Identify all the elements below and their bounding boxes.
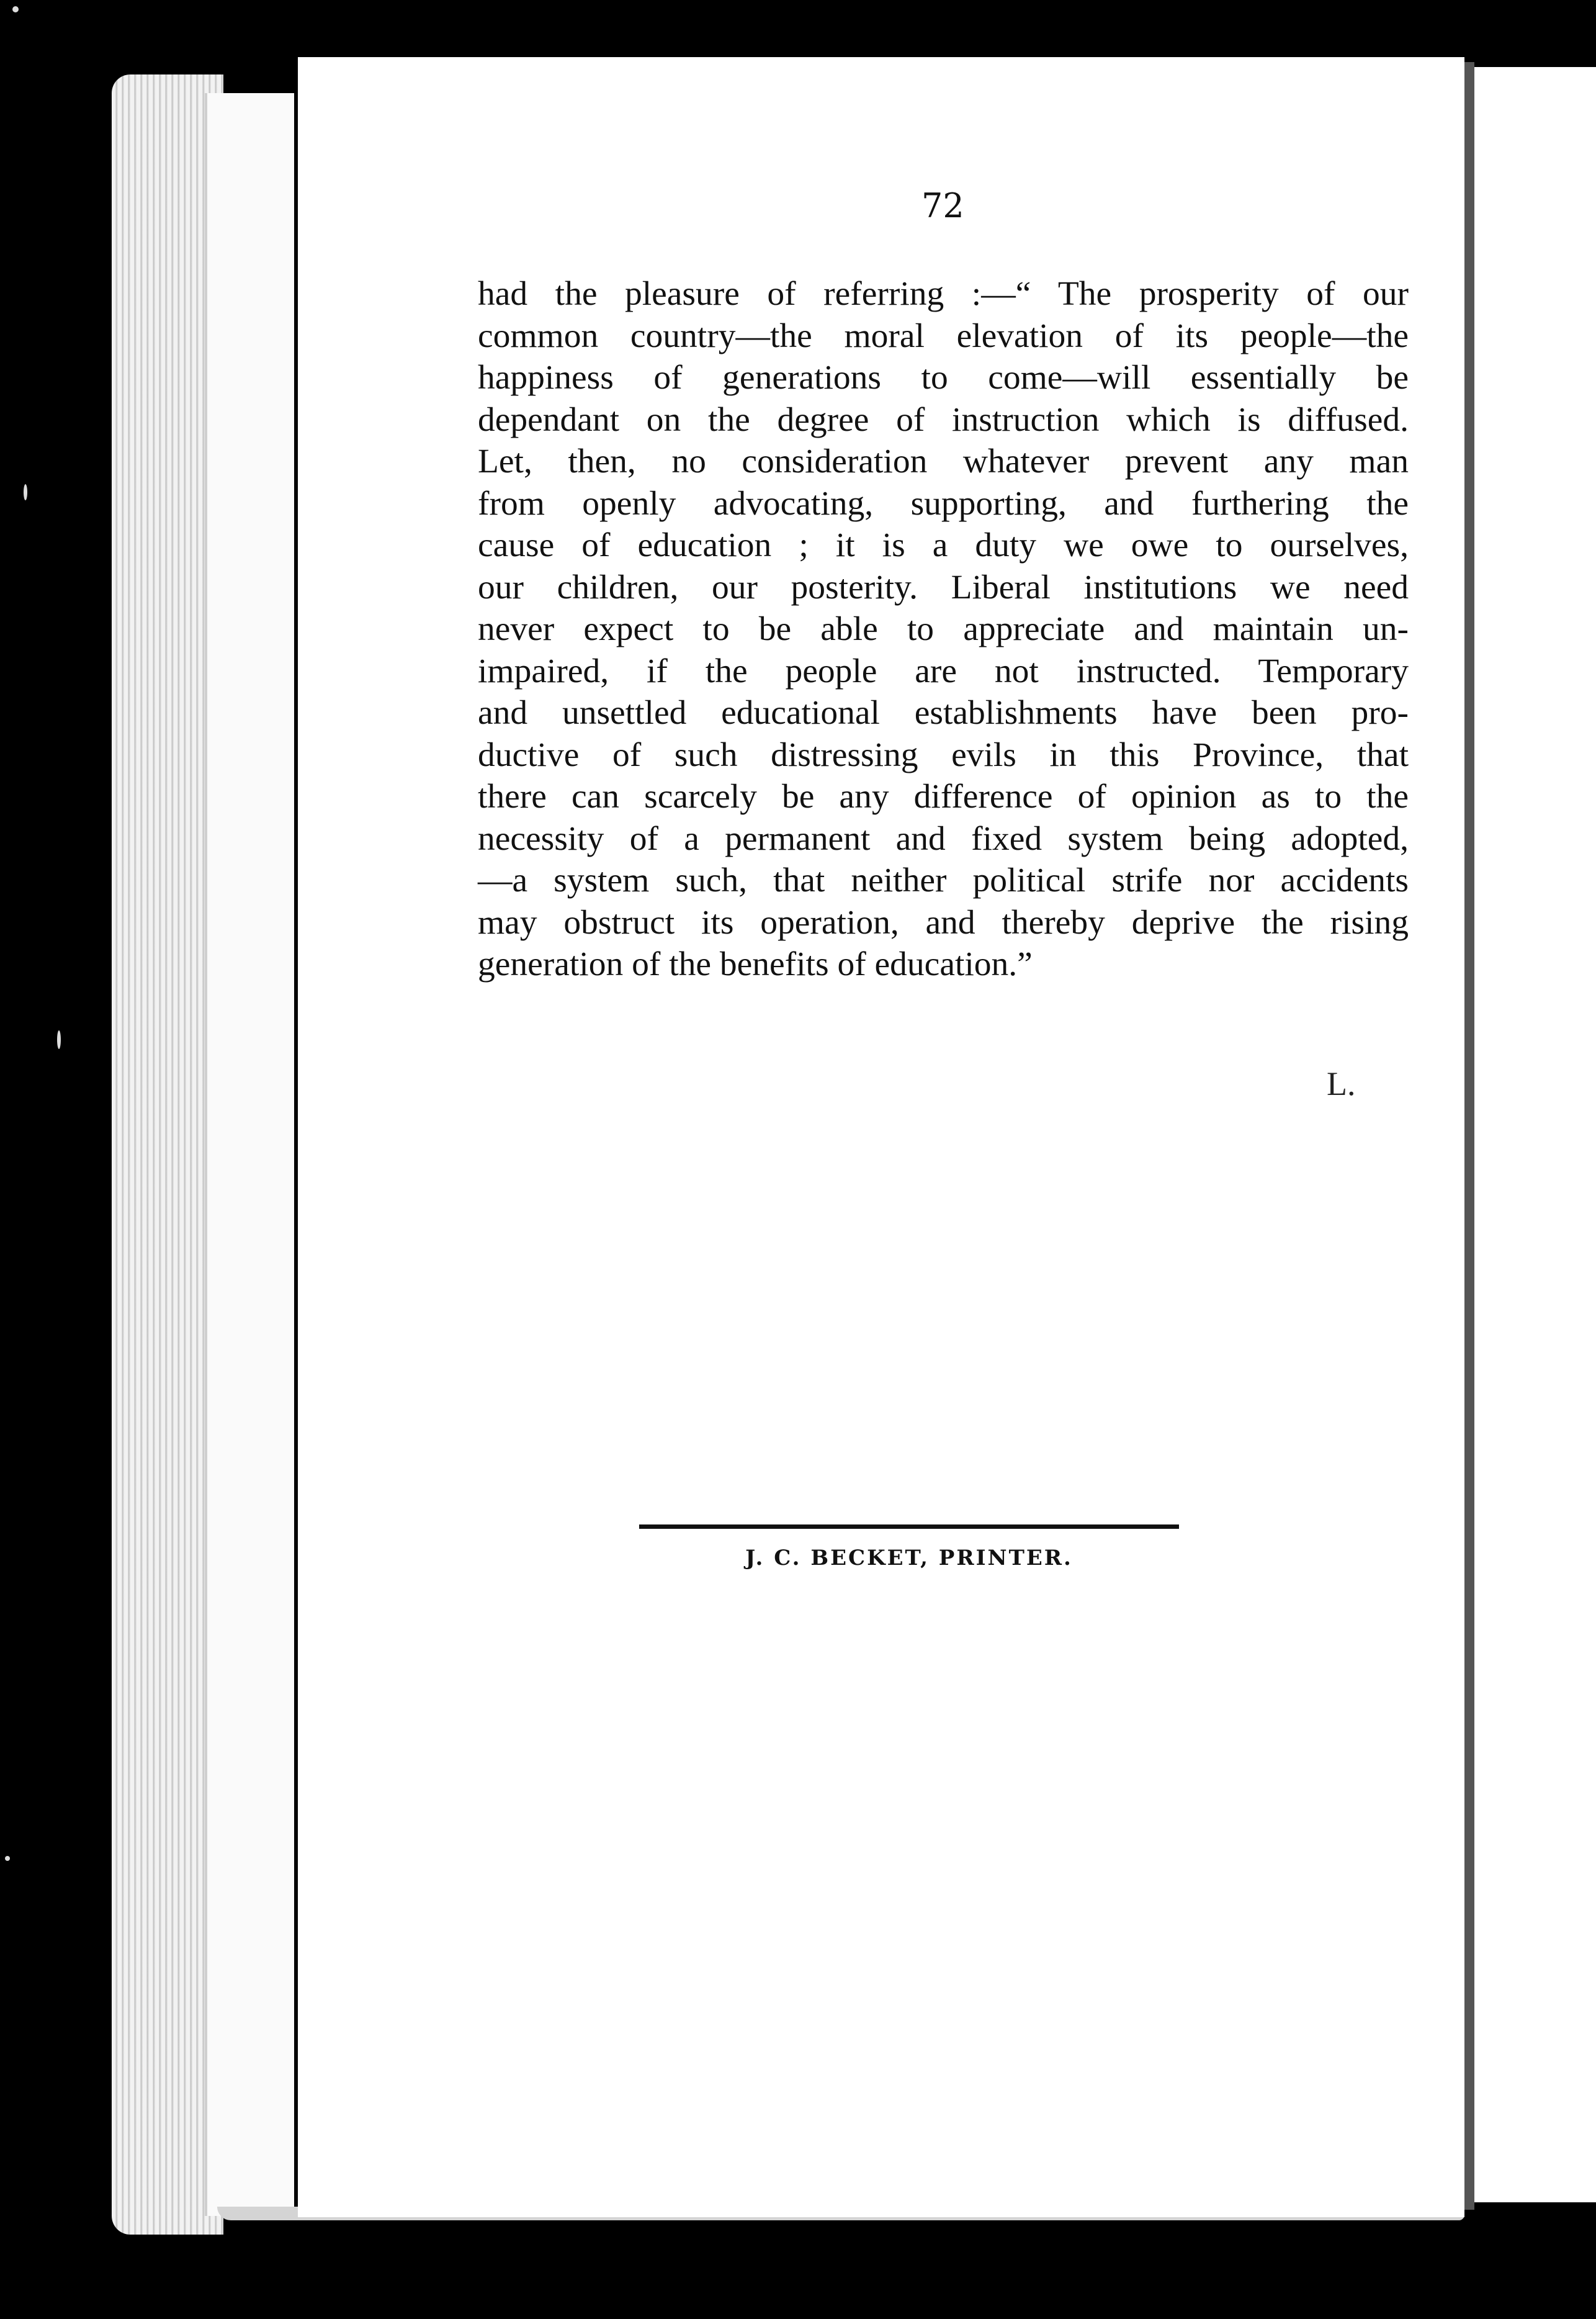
text-line: —a system such, that neither political strife nor accidents	[478, 862, 1409, 899]
facing-page	[1474, 67, 1596, 2202]
text-line: Let, then, no consideration whatever prevent any man	[478, 443, 1409, 480]
text-line: our children, our posterity. Liberal institutions we need	[478, 568, 1409, 606]
text-line: may obstruct its operation, and thereby deprive the rising	[478, 903, 1409, 942]
text-line: from openly advocating, supporting, and furthering the	[478, 484, 1409, 523]
text-line: generation of the benefits of education.”	[478, 945, 1033, 983]
dust-speck	[24, 484, 27, 500]
page-stack-inner-edge	[205, 93, 294, 2216]
dust-speck	[57, 1030, 61, 1049]
text-line: happiness of generations to come—will essentially be	[478, 359, 1409, 397]
dust-speck	[12, 6, 19, 12]
text-line: never expect to be able to appreciate and maintain un-	[478, 610, 1409, 648]
printer-imprint: J. C. BECKET, PRINTER.	[745, 1546, 1073, 1570]
text-line: common country—the moral elevation of its people—the	[478, 317, 1409, 355]
text-line: necessity of a permanent and fixed system being adopted,	[478, 819, 1409, 858]
text-line: impaired, if the people are not instructed. Temporary	[478, 652, 1409, 690]
text-line: had the pleasure of referring :—“ The prosperity of our	[478, 275, 1409, 313]
text-line: cause of education ; it is a duty we owe to ourselves,	[478, 526, 1409, 564]
text-line: ductive of such distressing evils in this Province, that	[478, 736, 1409, 774]
page-number-text: 72	[921, 186, 964, 225]
author-signature: L.	[1327, 1065, 1356, 1102]
dust-speck	[5, 1856, 10, 1861]
body-text	[478, 273, 1409, 986]
printer-rule	[639, 1524, 1179, 1529]
gutter-shadow	[1464, 62, 1474, 2210]
text-line: there can scarcely be any difference of opinion as to the	[478, 778, 1409, 816]
text-line: dependant on the degree of instruction which is diffused.	[478, 400, 1409, 439]
text-line: and unsettled educational establishments have been pro-	[478, 694, 1409, 732]
